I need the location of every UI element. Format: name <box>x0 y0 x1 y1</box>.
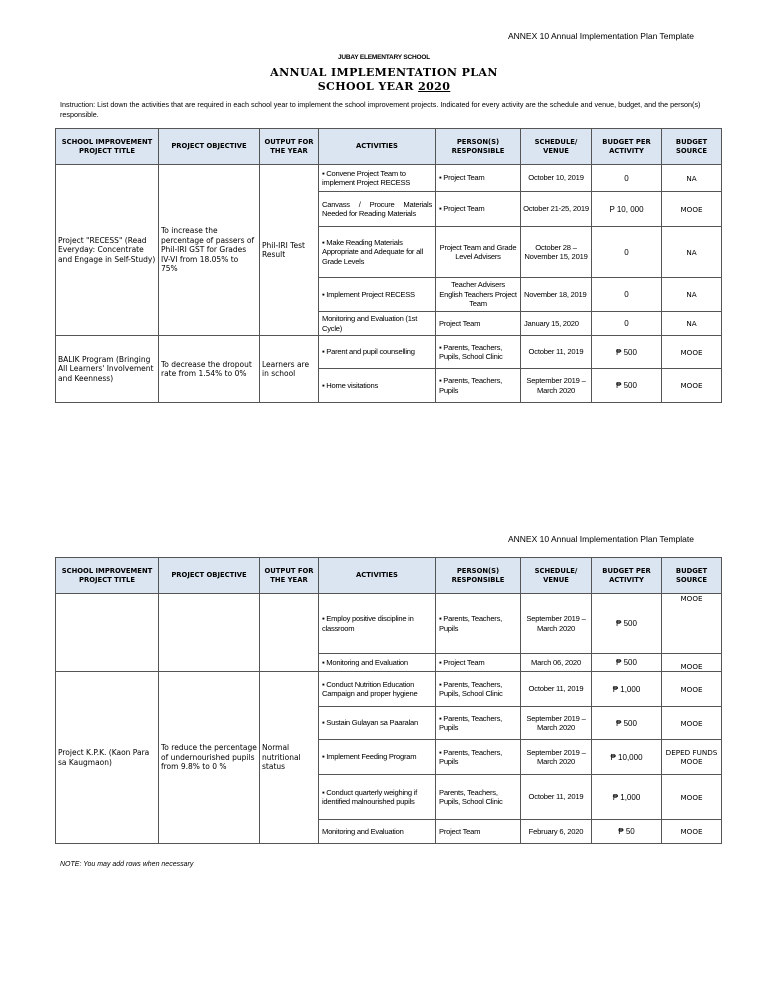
col-header: BUDGET PER ACTIVITY <box>592 129 662 165</box>
budget-cell: ₱ 1,000 <box>592 775 662 820</box>
person-cell: ▪ Project Team <box>436 165 521 192</box>
source-cell: NA <box>662 165 722 192</box>
budget-cell: 0 <box>592 312 662 336</box>
empty-output-cell <box>260 594 319 672</box>
activity-cell: ▪ Make Reading Materials Appropriate and Adequate for all Grade Levels <box>319 227 436 278</box>
activity-cell: ▪ Sustain Gulayan sa Paaralan <box>319 707 436 740</box>
col-header: BUDGET SOURCE <box>662 129 722 165</box>
person-cell: ▪ Parents, Teachers, Pupils, School Clinic <box>436 336 521 369</box>
activity-cell: ▪ Implement Feeding Program <box>319 740 436 775</box>
person-cell: Project Team <box>436 312 521 336</box>
project-objective: To increase the percentage of passers of Phil-IRI GST for Grades IV-VI from 18.05% to 75% <box>159 165 260 336</box>
source-cell: NA <box>662 278 722 312</box>
project-output: Learners are in school <box>260 336 319 403</box>
person-cell: ▪ Parents, Teachers, Pupils <box>436 369 521 403</box>
col-header: PROJECT OBJECTIVE <box>159 558 260 594</box>
col-header: PERSON(S) RESPONSIBLE <box>436 558 521 594</box>
col-header: PROJECT OBJECTIVE <box>159 129 260 165</box>
schedule-cell: October 11, 2019 <box>521 336 592 369</box>
source-cell: MOOE <box>662 336 722 369</box>
source-cell: MOOE <box>662 369 722 403</box>
budget-cell: ₱ 500 <box>592 654 662 672</box>
empty-title-cell <box>56 594 159 672</box>
source-cell: MOOE <box>662 707 722 740</box>
activity-cell: Monitoring and Evaluation <box>319 820 436 844</box>
source-cell: MOOE <box>662 192 722 227</box>
budget-cell: 0 <box>592 165 662 192</box>
schedule-cell: January 15, 2020 <box>521 312 592 336</box>
source-cell: MOOE <box>662 775 722 820</box>
plan-title: ANNUAL IMPLEMENTATION PLAN <box>270 66 498 79</box>
schedule-cell: September 2019 – March 2020 <box>521 740 592 775</box>
table-row <box>56 336 722 369</box>
col-header: ACTIVITIES <box>319 129 436 165</box>
budget-cell: ₱ 500 <box>592 594 662 654</box>
budget-cell: P 10, 000 <box>592 192 662 227</box>
schedule-cell: September 2019 – March 2020 <box>521 594 592 654</box>
source-cell: MOOE <box>662 672 722 707</box>
school-name: JUBAY ELEMENTARY SCHOOL <box>337 54 431 61</box>
schedule-cell: October 11, 2019 <box>521 672 592 707</box>
col-header: SCHEDULE/ VENUE <box>521 558 592 594</box>
col-header: ACTIVITIES <box>319 558 436 594</box>
person-cell: Teacher Advisers English Teachers Project Team <box>436 278 521 312</box>
table-row <box>56 594 722 654</box>
col-header: BUDGET SOURCE <box>662 558 722 594</box>
schedule-cell: September 2019 – March 2020 <box>521 707 592 740</box>
schedule-cell: September 2019 – March 2020 <box>521 369 592 403</box>
person-cell: ▪ Parents, Teachers, Pupils <box>436 594 521 654</box>
table-row <box>56 672 722 707</box>
person-cell: ▪ Parents, Teachers, Pupils <box>436 707 521 740</box>
budget-cell: ₱ 500 <box>592 707 662 740</box>
empty-objective-cell <box>159 594 260 672</box>
activity-cell: ▪ Monitoring and Evaluation <box>319 654 436 672</box>
project-title: Project "RECESS" (Read Everyday: Concentrate and Engage in Self-Study) <box>56 165 159 336</box>
table-header-row <box>56 558 722 594</box>
project-title: Project K.P.K. (Kaon Para sa Kaugmaon) <box>56 672 159 844</box>
annex-header: ANNEX 10 Annual Implementation Plan Template <box>507 31 694 41</box>
activity-cell: ▪ Convene Project Team to implement Project RECESS <box>319 165 436 192</box>
col-header: PERSON(S) RESPONSIBLE <box>436 129 521 165</box>
budget-cell: ₱ 500 <box>592 369 662 403</box>
activity-cell: ▪ Implement Project RECESS <box>319 278 436 312</box>
activity-cell: Canvass / Procure Materials Needed for Reading Materials <box>319 192 436 227</box>
person-cell: Parents, Teachers, Pupils, School Clinic <box>436 775 521 820</box>
plan-table-1 <box>55 128 722 403</box>
table-row <box>56 165 722 192</box>
source-cell: NA <box>662 227 722 278</box>
schedule-cell: October 21-25, 2019 <box>521 192 592 227</box>
project-output: Phil-IRI Test Result <box>260 165 319 336</box>
activity-cell: ▪ Home visitations <box>319 369 436 403</box>
plan-table-2 <box>55 557 722 844</box>
footnote: NOTE: You may add rows when necessary <box>60 861 194 868</box>
activity-cell: Monitoring and Evaluation (1st Cycle) <box>319 312 436 336</box>
school-year-label: SCHOOL YEAR <box>317 80 414 93</box>
col-header: SCHEDULE/ VENUE <box>521 129 592 165</box>
instruction: Instruction: List down the activities that are required in each school year to implement the school improvement projects. Indicated for every activity are the schedule and venue, budget, and the person(s) responsible. <box>60 100 701 119</box>
col-header: OUTPUT FOR THE YEAR <box>260 558 319 594</box>
person-cell: ▪ Project Team <box>436 654 521 672</box>
person-cell: ▪ Parents, Teachers, Pupils <box>436 740 521 775</box>
col-header: SCHOOL IMPROVEMENT PROJECT TITLE <box>56 558 159 594</box>
col-header: SCHOOL IMPROVEMENT PROJECT TITLE <box>56 129 159 165</box>
budget-cell: ₱ 50 <box>592 820 662 844</box>
source-cell: DEPED FUNDS MOOE <box>662 740 722 775</box>
activity-cell: ▪ Employ positive discipline in classroom <box>319 594 436 654</box>
person-cell: Project Team <box>436 820 521 844</box>
source-cell: NA <box>662 312 722 336</box>
budget-cell: 0 <box>592 278 662 312</box>
schedule-cell: March 06, 2020 <box>521 654 592 672</box>
source-cell: MOOE <box>662 820 722 844</box>
person-cell: ▪ Project Team <box>436 192 521 227</box>
annex-header-page2: ANNEX 10 Annual Implementation Plan Template <box>507 534 694 544</box>
person-cell: ▪ Parents, Teachers, Pupils, School Clinic <box>436 672 521 707</box>
activity-cell: ▪ Conduct quarterly weighing if identified malnourished pupils <box>319 775 436 820</box>
budget-cell: 0 <box>592 227 662 278</box>
schedule-cell: October 28 – November 15, 2019 <box>521 227 592 278</box>
activity-cell: ▪ Parent and pupil counselling <box>319 336 436 369</box>
schedule-cell: February 6, 2020 <box>521 820 592 844</box>
person-cell: Project Team and Grade Level Advisers <box>436 227 521 278</box>
schedule-cell: October 10, 2019 <box>521 165 592 192</box>
schedule-cell: October 11, 2019 <box>521 775 592 820</box>
project-objective: To decrease the dropout rate from 1.54% to 0% <box>159 336 260 403</box>
source-cell: MOOE <box>662 654 722 672</box>
budget-cell: ₱ 500 <box>592 336 662 369</box>
school-year-line <box>0 80 768 93</box>
budget-cell: ₱ 1,000 <box>592 672 662 707</box>
project-output: Normal nutritional status <box>260 672 319 844</box>
project-title: BALIK Program (Bringing All Learners' Involvement and Keenness) <box>56 336 159 403</box>
col-header: BUDGET PER ACTIVITY <box>592 558 662 594</box>
source-cell: MOOE <box>662 594 722 654</box>
table-header-row <box>56 129 722 165</box>
school-year: 2020 <box>418 80 451 93</box>
col-header: OUTPUT FOR THE YEAR <box>260 129 319 165</box>
schedule-cell: November 18, 2019 <box>521 278 592 312</box>
activity-cell: ▪ Conduct Nutrition Education Campaign and proper hygiene <box>319 672 436 707</box>
budget-cell: ₱ 10,000 <box>592 740 662 775</box>
project-objective: To reduce the percentage of undernourished pupils from 9.8% to 0 % <box>159 672 260 844</box>
